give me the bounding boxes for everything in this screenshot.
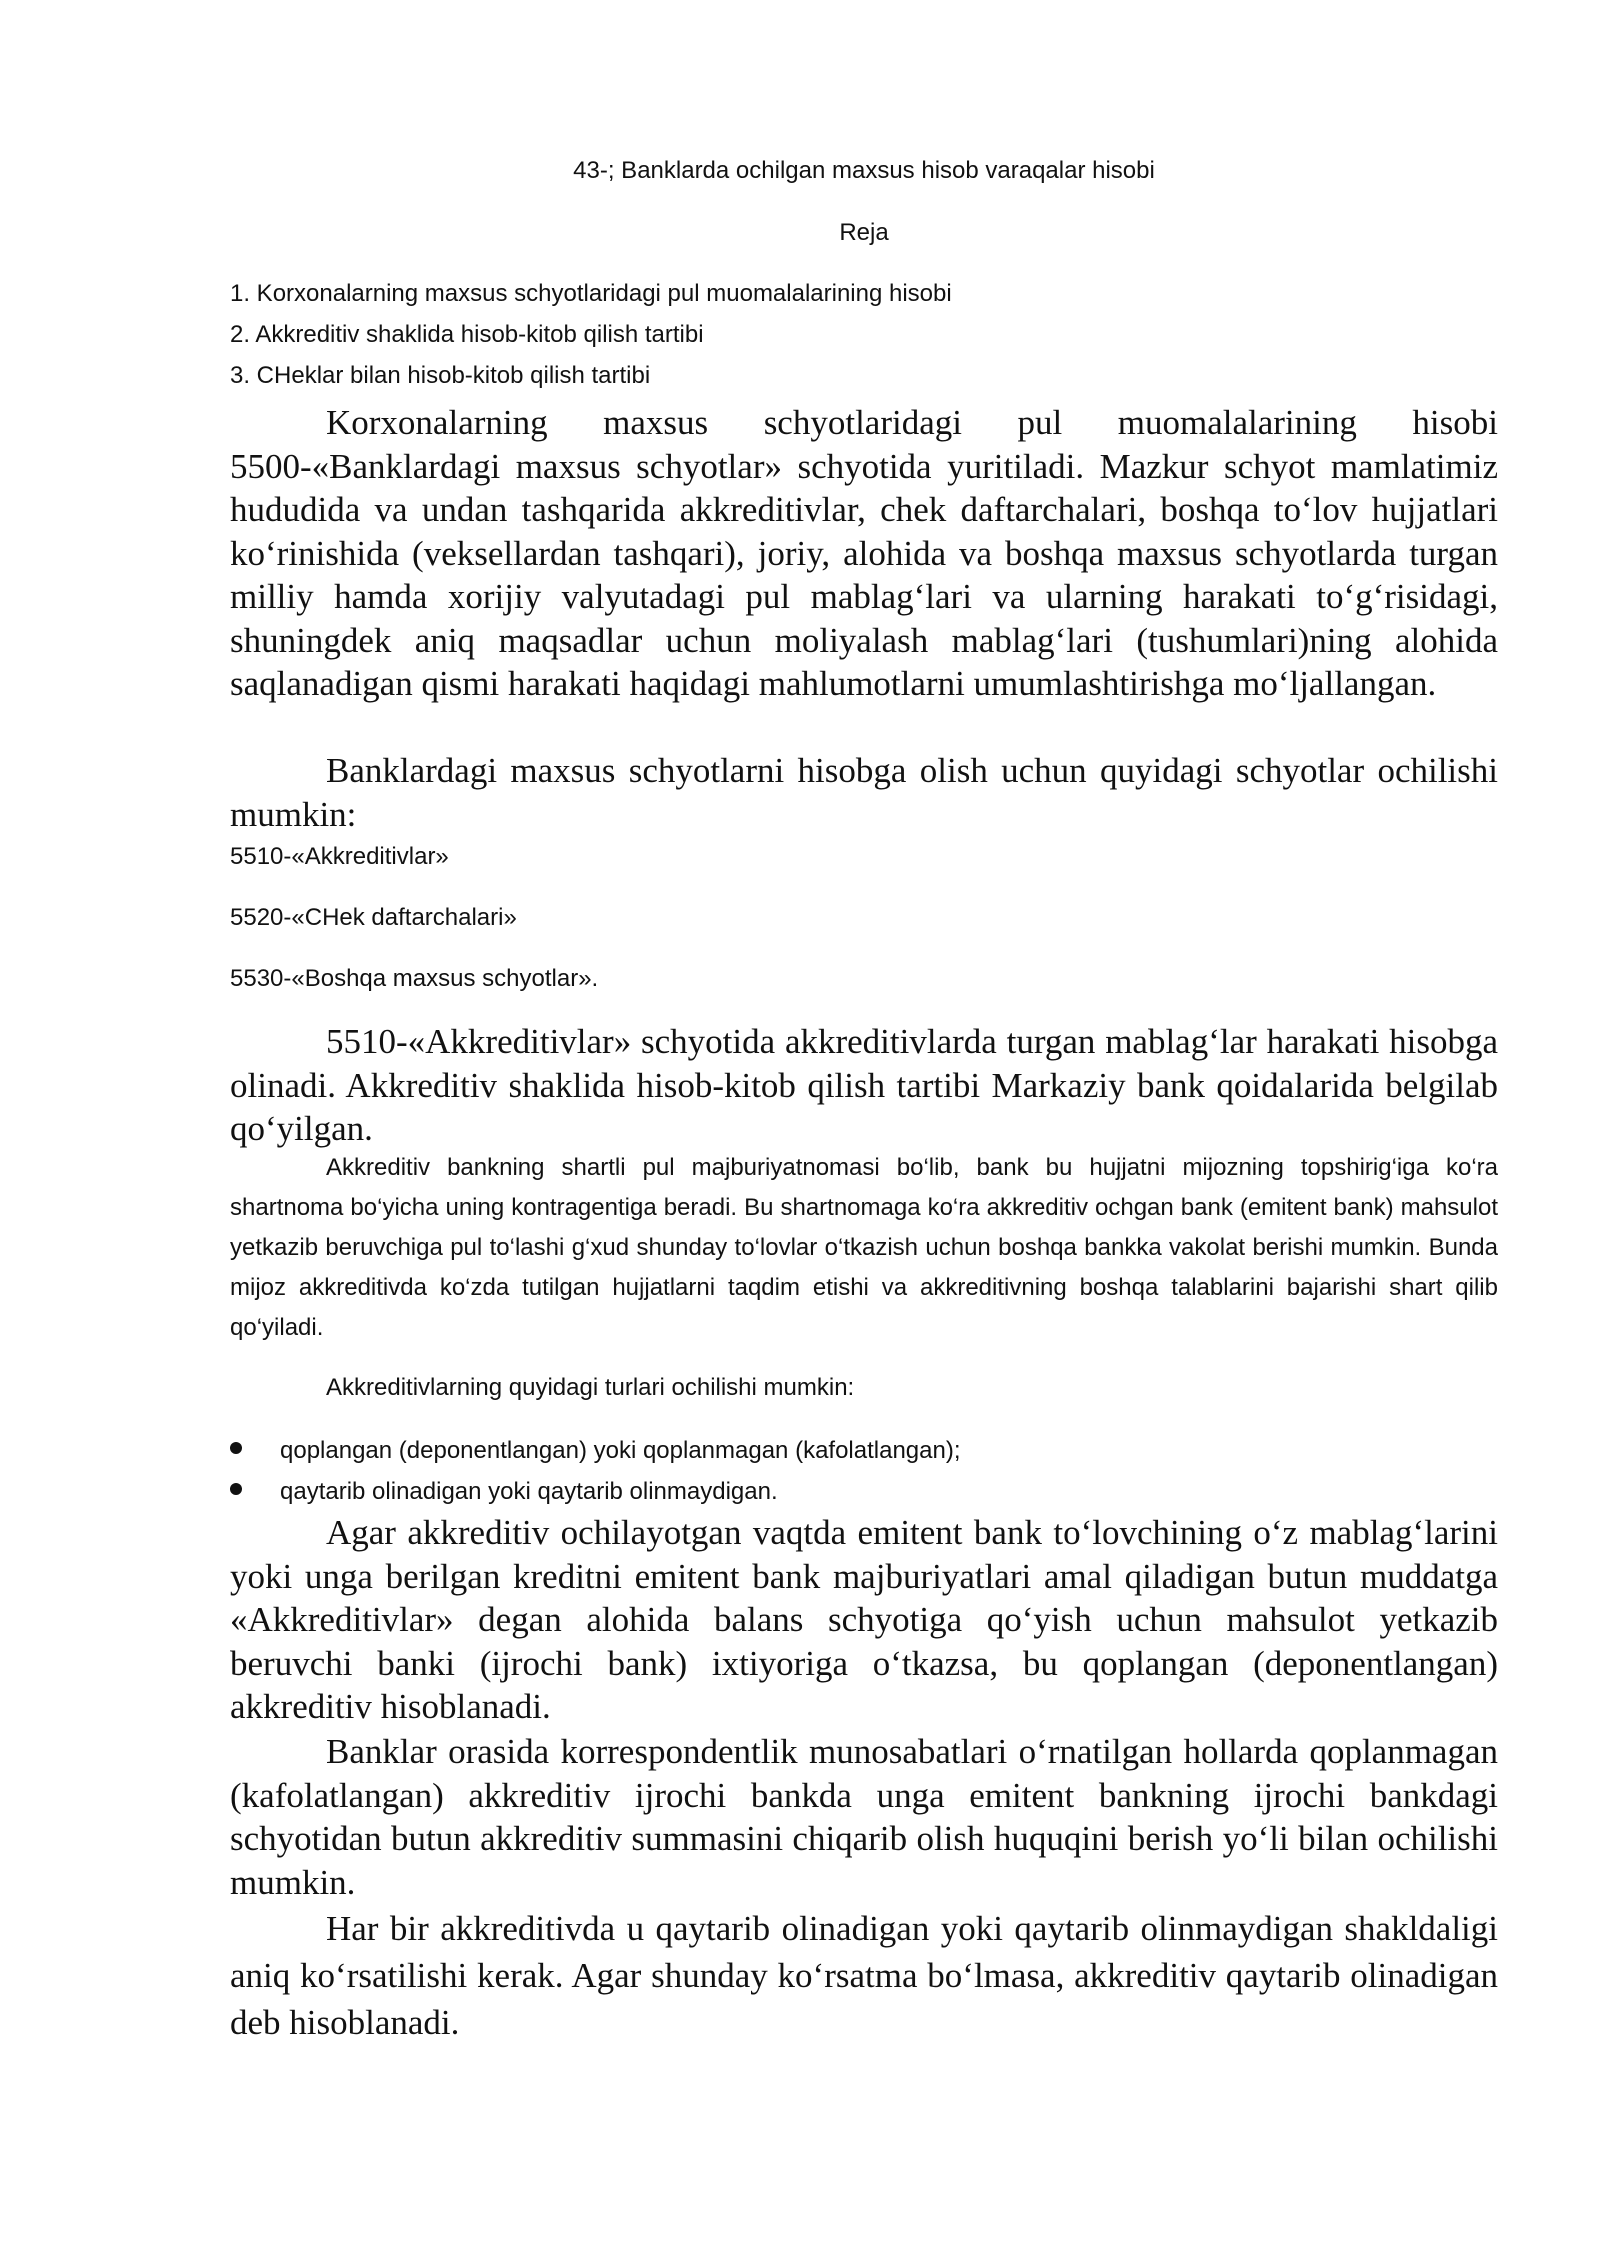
paragraph-4: Akkreditiv bankning shartli pul majburiyatnomasi bo‘lib, bank bu hujjatni mijozning topshirig‘iga ko‘ra shartnoma bo‘yicha uning kontragentiga beradi. Bu shartnomaga ko‘ra akkreditiv ochgan bank (emitent bank) mahsulot yetkazib beruvchiga pul to‘lashi g‘xud shunday to‘lovlar o‘tkazish uchun boshqa bankka vakolat berishi mumkin. Bunda mijoz akkreditivda ko‘zda tutilgan hujjatlarni taqdim etishi va akkreditivning boshqa talablarini bajarishi shart qilib qo‘yiladi. <box>230 1154 1498 1341</box>
paragraph-3: 5510-«Akkreditivlar» schyotida akkreditivlarda turgan mablag‘lar harakati hisobga olinadi. Akkreditiv shaklida hisob-kitob qilish tartibi Markaziy bank qoidalarida belgilab qo‘yilgan. <box>230 1022 1498 1148</box>
plan-heading: Reja <box>839 219 889 246</box>
account-5510: 5510-«Akkreditivlar» <box>230 843 449 870</box>
types-intro: Akkreditivlarning quyidagi turlari ochilishi mumkin: <box>326 1374 855 1401</box>
paragraph-5: Agar akkreditiv ochilayotgan vaqtda emitent bank to‘lovchining o‘z mablag‘larini yoki unga berilgan kreditni emitent bank majburiyatlari amal qiladigan butun muddatga «Akkreditivlar» degan alohida balans schyotiga qo‘yish uchun mahsulot yetkazib beruvchi banki (ijrochi bank) ixtiyoriga o‘tkazsa, bu qoplangan (deponentlangan) akkreditiv hisoblanadi. <box>230 1513 1498 1726</box>
list-item <box>230 1471 1498 1512</box>
bullet-icon <box>230 1442 242 1454</box>
bullet-icon <box>230 1483 242 1495</box>
list-item-text: qaytarib olinadigan yoki qaytarib olinmaydigan. <box>280 1478 778 1505</box>
account-5520: 5520-«CHek daftarchalari» <box>230 904 517 931</box>
account-5530: 5530-«Boshqa maxsus schyotlar». <box>230 965 599 992</box>
paragraph-2: Banklardagi maxsus schyotlarni hisobga olish uchun quyidagi schyotlar ochilishi mumkin: <box>230 751 1498 834</box>
list-item-text: qoplangan (deponentlangan) yoki qoplanmagan (kafolatlangan); <box>280 1437 961 1464</box>
plan-item-2: 2. Akkreditiv shaklida hisob-kitob qilish tartibi <box>230 321 704 348</box>
list-item <box>230 1430 1498 1471</box>
plan-item-1: 1. Korxonalarning maxsus schyotlaridagi pul muomalalarining hisobi <box>230 280 952 307</box>
document-title: 43-; Banklarda ochilgan maxsus hisob varaqalar hisobi <box>573 157 1155 184</box>
paragraph-7: Har bir akkreditivda u qaytarib olinadigan yoki qaytarib olinmaydigan shakldaligi aniq ko‘rsatilishi kerak. Agar shunday ko‘rsatma bo‘lmasa, akkreditiv qaytarib olinadigan deb hisoblanadi. <box>230 1909 1498 2042</box>
plan-item-3: 3. CHeklar bilan hisob-kitob qilish tartibi <box>230 362 651 389</box>
paragraph-6: Banklar orasida korrespondentlik munosabatlari o‘rnatilgan hollarda qoplanmagan (kafolatlangan) akkreditiv ijrochi bankda unga emitent bankning ijrochi bankdagi schyotidan butun akkreditiv summasini chiqarib olish huquqini berish yo‘li bilan ochilishi mumkin. <box>230 1732 1498 1902</box>
paragraph-1: Korxonalarning maxsus schyotlaridagi pul muomalalarining hisobi 5500-«Banklardagi maxsus schyotlar» schyotida yuritiladi. Mazkur schyot mamlatimiz hududida va undan tashqarida akkreditivlar, chek daftarchalari, boshqa to‘lov hujjatlari ko‘rinishida (veksellardan tashqari), joriy, alohida va boshqa maxsus schyotlarda turgan milliy hamda xorijiy valyutadagi pul mablag‘lari va ularning harakati to‘g‘risidagi, shuningdek aniq maqsadlar uchun moliyalash mablag‘lari (tushumlari)ning alohida saqlanadigan qismi harakati haqidagi mahlumotlarni umumlashtirishga mo‘ljallangan. <box>230 403 1498 703</box>
